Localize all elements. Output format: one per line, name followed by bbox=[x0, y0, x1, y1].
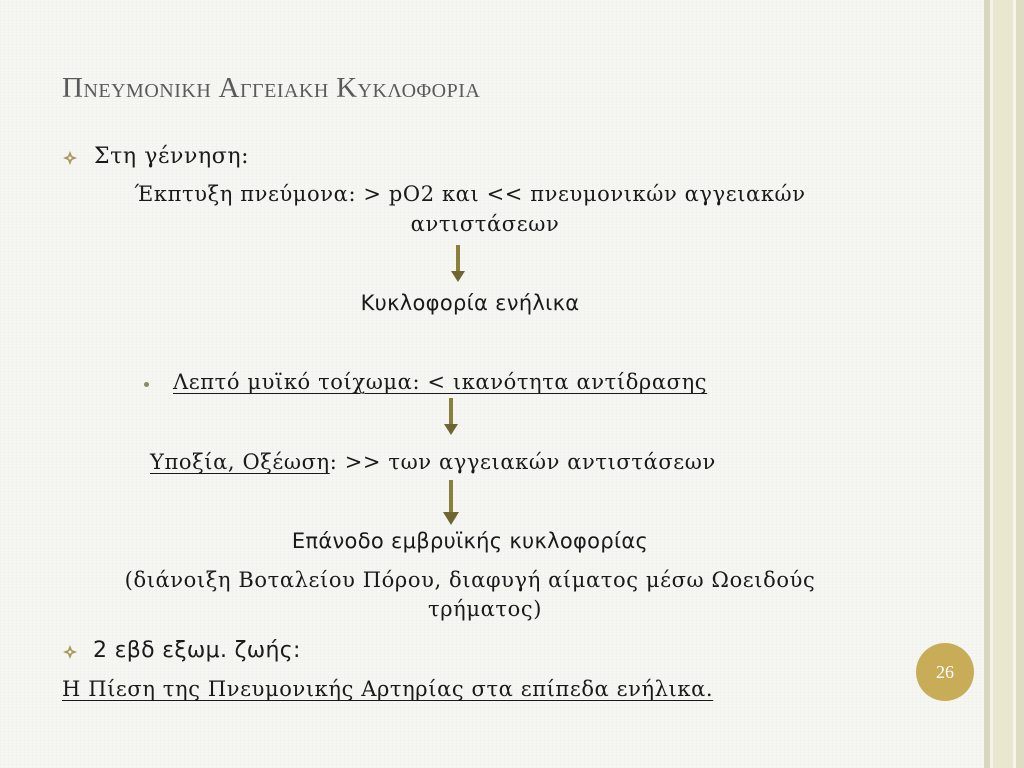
down-arrow-icon bbox=[450, 245, 466, 283]
page-number-badge bbox=[916, 643, 974, 701]
hypoxia-line bbox=[150, 450, 716, 474]
fetal-detail-line-2: τρήματος) bbox=[428, 597, 542, 621]
sub-bullet-dot bbox=[144, 382, 149, 387]
bullet-two-weeks: 2 εβδ εξωμ. ζωής: bbox=[93, 638, 301, 663]
hypoxia-acidosis: Υποξία, Οξέωση bbox=[150, 450, 330, 474]
down-arrow-icon bbox=[442, 480, 460, 526]
expansion-line-1: Έκπτυξη πνεύμονα: > pO2 και << πνευμονικών αγγειακών bbox=[134, 182, 806, 206]
diamond-bullet-icon bbox=[62, 644, 78, 660]
page-number: 26 bbox=[936, 661, 954, 682]
adult-circulation: Κυκλοφορία ενήλικα bbox=[360, 291, 580, 315]
thin-muscle-wall: Λεπτό μυϊκό τοίχωμα: < ικανότητα αντίδρασης bbox=[173, 370, 708, 394]
diamond-bullet-icon bbox=[62, 150, 78, 166]
hypoxia-resistances: : >> των αγγειακών αντιστάσεων bbox=[329, 450, 716, 474]
slide-title: ΠΝΕΥΜΟΝΙΚΗ ΑΓΓΕΙΑΚΗ ΚΥΚΛΟΦΟΡΙΑ bbox=[62, 72, 481, 104]
down-arrow-icon bbox=[443, 398, 459, 436]
expansion-line-2: αντιστάσεων bbox=[410, 212, 560, 236]
pulmonary-pressure-line: Η Πίεση της Πνευμονικής Αρτηρίας στα επίπεδα ενήλικα. bbox=[62, 677, 714, 701]
fetal-detail-line-1: (διάνοιξη Βοταλείου Πόρου, διαφυγή αίματος μέσω Ωοειδούς bbox=[124, 568, 816, 592]
fetal-circulation-return: Επάνοδο εμβρυϊκής κυκλοφορίας bbox=[291, 529, 649, 553]
bullet-birth: Στη γέννηση: bbox=[94, 144, 250, 169]
decorative-side-stripes bbox=[984, 0, 1024, 768]
